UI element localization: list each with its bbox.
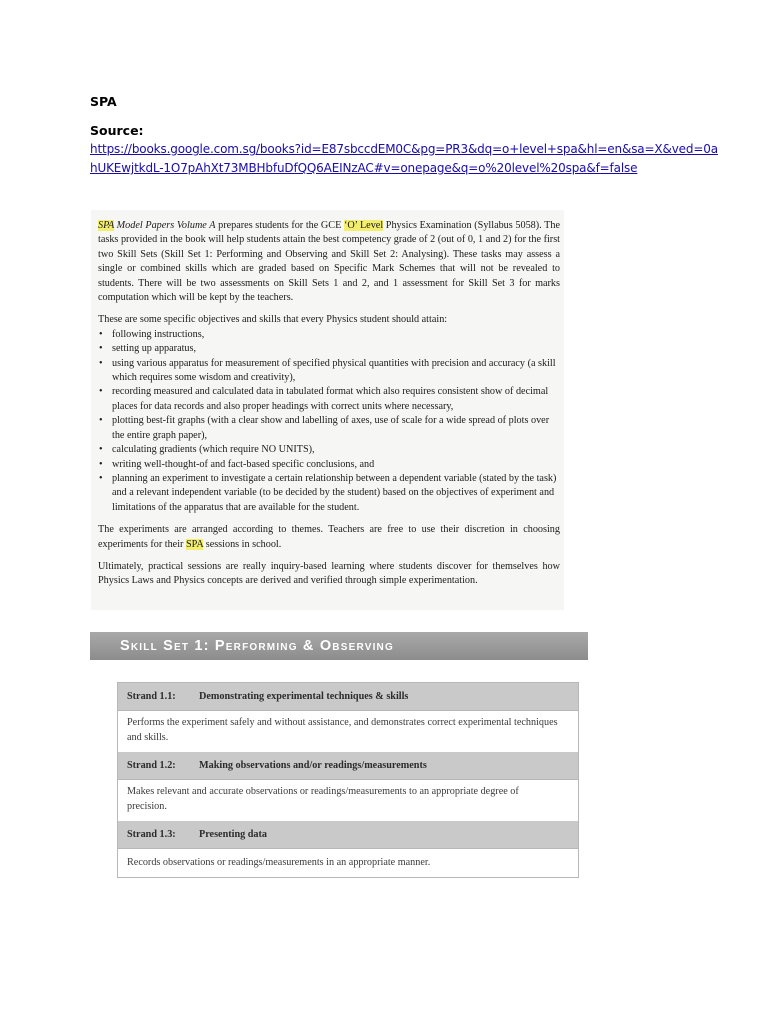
source-label: Source: — [90, 123, 144, 138]
document-title: SPA — [90, 94, 117, 109]
strand-description: Performs the experiment safely and without assistance, and demonstrates correct experimental techniques and skills. — [127, 717, 558, 743]
strand-title: Demonstrating experimental techniques & skills — [199, 691, 409, 702]
objective-item: • writing well-thought-of and fact-based specific conclusions, and — [112, 458, 560, 472]
objective-item: • plotting best-fit graphs (with a clear show and labelling of axes, use of scale for a wide spread of plots over the entire graph paper), — [112, 414, 560, 443]
o-level-highlight: ‘O’ Level — [343, 220, 384, 231]
objectives-list — [98, 328, 560, 515]
themes-paragraph: The experiments are arranged according to themes. Teachers are free to use their discretion in choosing experiments for their SPA sessions in school. — [98, 524, 560, 550]
spa-highlight: SPA — [98, 220, 115, 231]
objective-item: • planning an experiment to investigate a certain relationship between a dependent variable (stated by the task) and a relevant independent variable (to be decided by the student) based on the objectives of experiment and limitations of the apparatus that are available for the student. — [112, 472, 560, 515]
objectives-intro: These are some specific objectives and skills that every Physics student should attain: — [98, 314, 448, 326]
strand-title: Presenting data — [199, 829, 268, 840]
strand-description: Makes relevant and accurate observations or readings/measurements to an appropriate degree of precision. — [127, 786, 519, 812]
spa-highlight: SPA — [185, 538, 204, 550]
strand-header — [118, 752, 578, 780]
strands-table — [117, 682, 579, 878]
objective-item: • using various apparatus for measurement of specified physical quantities with precision and accuracy (a skill which requires some wisdom and creativity), — [112, 357, 560, 386]
skill-set-banner: Skill Set 1: Performing & Observing — [90, 632, 588, 660]
strand-title: Making observations and/or readings/measurements — [199, 760, 427, 771]
strand-number: Strand 1.1: — [127, 691, 176, 702]
closing-paragraph: Ultimately, practical sessions are really inquiry-based learning where students discover for themselves how Physics Laws and Physics concepts are derived and verified through simple experimentation. — [98, 560, 560, 587]
source-link-line-2[interactable]: hUKEwjtkdL-1O7pAhXt73MBHbfuDfQQ6AEINzAC#v=onepage&q=o%20level%20spa&f=false — [90, 161, 638, 175]
intro-paragraph: SPA Model Papers Volume A prepares students for the GCE ‘O’ Level Physics Examination (Syllabus 5058). The tasks provided in the book will help students attain the best competency grade of 2 (out of 0, 1 and 2) for the first two Skill Sets (Skill Set 1: Performing and Observing and Skill Set 2: Analysing). These tasks may assess a single or combined skills which are graded based on Specific Mark Schemes that will not be revealed to students. There will be two assessments on Skill Sets 1 and 2, and 1 assessment for Skill Set 3 for marks computation which will be kept by the teachers. — [98, 220, 560, 304]
book-title: Model Papers Volume A — [114, 220, 216, 231]
objective-item: • setting up apparatus, — [112, 342, 560, 356]
strand-number: Strand 1.2: — [127, 760, 176, 771]
objective-item: • calculating gradients (which require NO UNITS), — [112, 443, 560, 457]
objective-item: • following instructions, — [112, 328, 560, 342]
strand-number: Strand 1.3: — [127, 829, 176, 840]
strand-header — [118, 821, 578, 849]
source-link-line-1[interactable]: https://books.google.com.sg/books?id=E87sbccdEM0C&pg=PR3&dq=o+level+spa&hl=en&sa=X&ved=0a — [90, 142, 718, 156]
objective-item: • recording measured and calculated data in tabulated format which also requires consistent show of decimal places for data records and also proper headings with correct units where necessary, — [112, 385, 560, 414]
strand-description: Records observations or readings/measurements in an appropriate manner. — [127, 857, 431, 868]
scanned-book-page — [91, 210, 564, 610]
strand-header — [118, 683, 578, 711]
